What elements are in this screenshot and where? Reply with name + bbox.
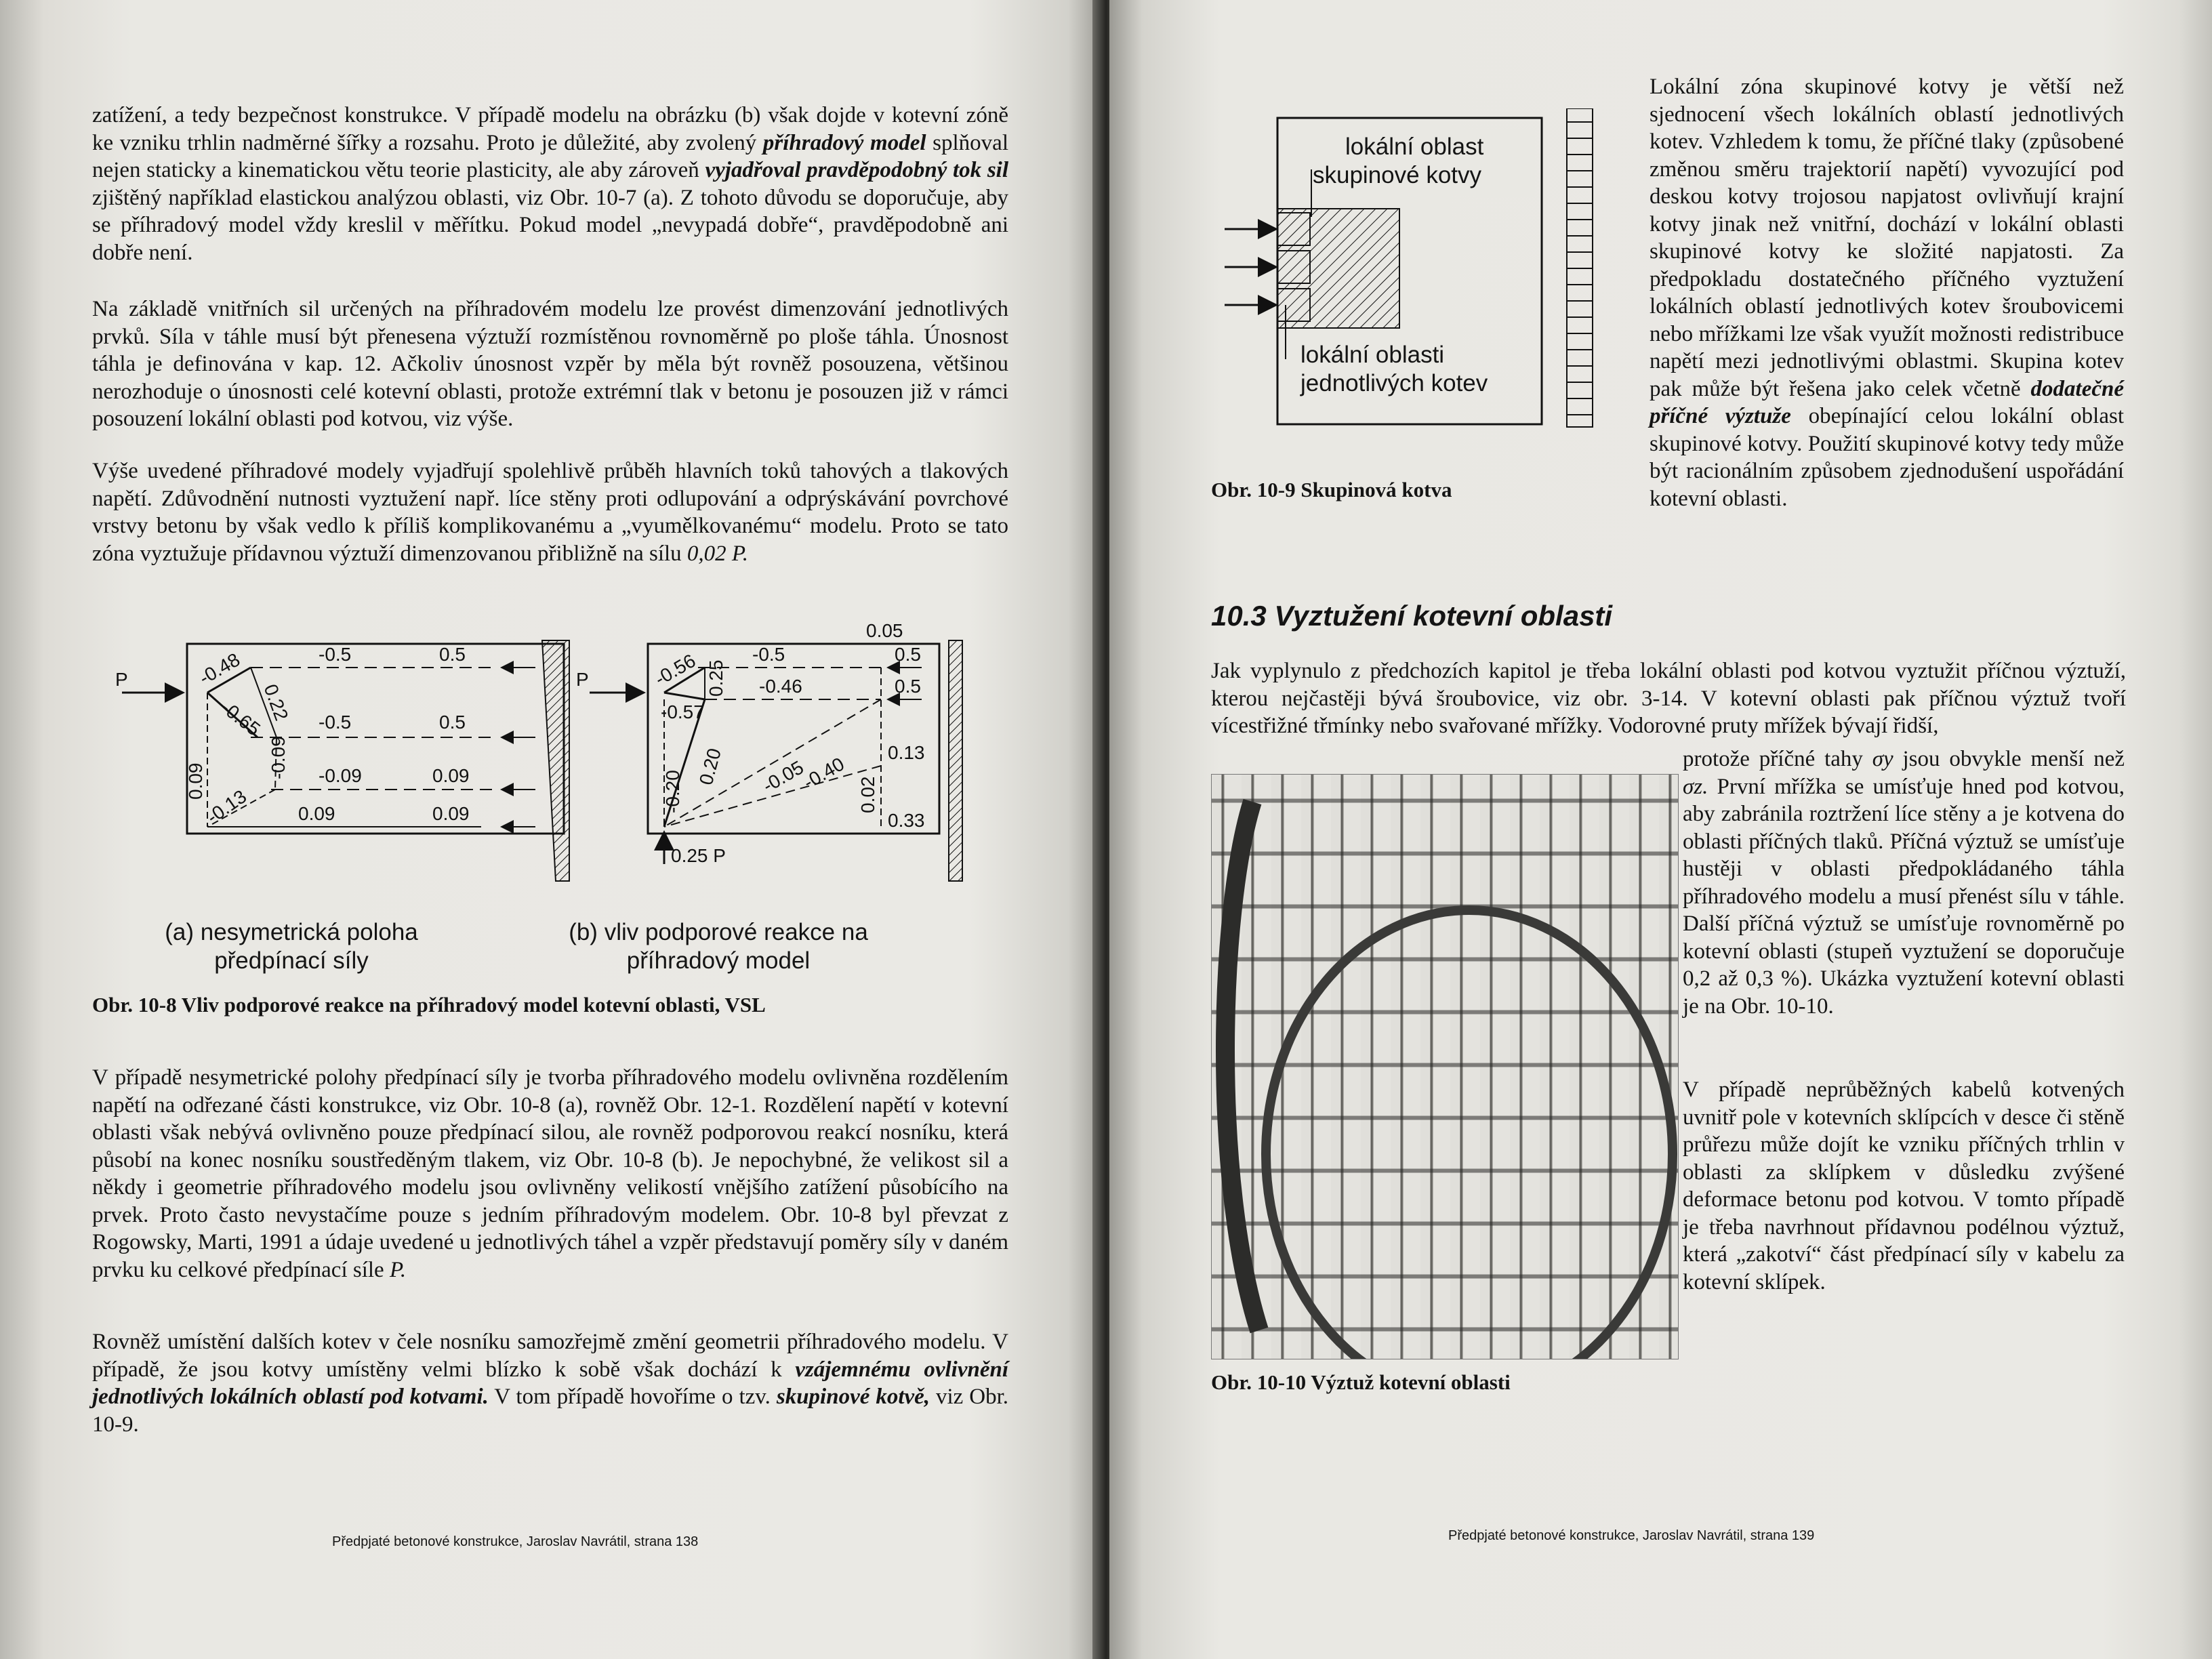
- fig9-label-local: lokální oblasti jednotlivých kotev: [1300, 342, 1488, 396]
- fig9-label-group: lokální oblast skupinové kotvy: [1313, 134, 1484, 188]
- fig-a-diag-009: -0.09: [268, 736, 289, 779]
- section-heading: 10.3 Vyztužení kotevní oblasti: [1211, 600, 1613, 632]
- fig-b-d040: -0.40: [800, 753, 848, 794]
- right-column-text: Lokální zóna skupinové kotvy je větší než sjednocení všech lokálních oblastí jednotlivých kotev. Vzhledem k tomu, že příčné tlaky (způsobené změnou směru trajektorií napětí) vyvozující pod deskou kotvy trojosou napjatost ovlivňují krajní kotvy jinak než vnitřní, dochází v lokální oblasti skupinové kotvy ke složité napjatosti. Za předpokladu dostatečného příčného vyztužení lokálních oblastí jednotlivých kotev šroubovicemi nebo mřížkami lze však využít možnosti redistribuce napětí mezi jednotlivými oblastmi. Skupina kotev pak může být řešena jako celek včetně dodatečné příčné výztuže obepínající celou lokální oblast skupinové kotvy. Použití skupinové kotvy tedy může být racionálním způsobem zjednodušení uspořádání kotevní oblasti.: [1650, 75, 2124, 511]
- fig-b-top005: 0.05: [866, 623, 903, 641]
- right-footer: Předpjaté betonové konstrukce, Jaroslav Navrátil, strana 139: [1448, 1528, 1815, 1543]
- section-paragraph: Jak vyplynulo z předchozích kapitol je třeba lokální oblasti pod kotvou vyztužit příčnou výztuží, kterou nejčastěji bývá šroubovice, viz obr. 3-14. V kotevní oblasti pak příčnou výztuž tvoří vícestřižné třmínky nebo svařované mřížky. Vodorovné pruty mřížek bývají řidší,: [1211, 659, 2126, 738]
- fig-a-mid-tie: -0.5: [319, 712, 352, 733]
- fig-b-diag-057: -0.57: [661, 701, 704, 722]
- fig-b-v025: 0.25: [705, 659, 726, 697]
- fig-a-low-tie: -0.09: [319, 765, 362, 786]
- fig-a-r1: 0.5: [439, 644, 466, 665]
- fig-a-caption: (a) nesymetrická poloha předpínací síly: [165, 919, 418, 974]
- fig-b-caption: (b) vliv podporové reakce na příhradový model: [569, 919, 868, 974]
- paragraph-5: Rovněž umístění dalších kotev v čele nosníku samozřejmě změní geometrii příhradového modelu. V případě, že jsou kotvy umístěny velmi blízko k sobě však dochází k vzájemnému ovlivnění jednotlivých lokálních oblastí pod kotvami. V tom případě hovoříme o tzv. skupinové kotvě, viz Obr. 10-9.: [92, 1330, 1009, 1437]
- figure-10-9-caption: Obr. 10-9 Skupinová kotva: [1211, 478, 1452, 501]
- fig-b-r3: 0.13: [888, 742, 925, 763]
- fig-b-v020a: -0.20: [662, 770, 683, 813]
- paragraph-4: V případě nesymetrické polohy předpínací síly je tvorba příhradového modelu ovlivněna rozdělením napětí na odřezané části konstrukce, viz Obr. 10-8 (a), rovněž Obr. 12-1. Rozdělení napětí v kotevní oblasti však nebývá ovlivněno pouze předpínací silou, ale rovněž podporovou reakcí nosníku, která působí na konec nosníku soustředěným tlakem, viz Obr. 10-8 (b). Je nepochybné, že velikost sil a někdy i geometrie příhradového modelu jsou ovlivněny velikostí vnějšího zatížení působícího na prvek. Proto často nevystačíme pouze s jedním příhradovým modelem. Obr. 10-8 byl převzat z Rogowsky, Marti, 1991 a údaje uvedené u jednotlivých táhel a vzpěr představují poměry síly v daném prvku ku celkové předpínací síle P.: [92, 1065, 1008, 1282]
- fig-a-r4: 0.09: [432, 803, 470, 824]
- fig-a-diag-022: 0.22: [260, 681, 293, 724]
- paragraph-3: Výše uvedené příhradové modely vyjadřují spolehlivě průběh hlavních toků tahových a tlakových napětí. Zdůvodnění nutnosti vyztužení např. líce stěny proti odlupování a odprýskávání povrchové vrstvy betonu by však vedlo k příliš komplikovanému a „vyumělkovanému“ modelu. Proto se tato zóna vyztužuje přídavnou výztuží dimenzovanou přibližně na sílu 0,02 P.: [92, 459, 1008, 566]
- fig-a-diag-013: -0.13: [203, 785, 251, 828]
- right-page: [1109, 0, 2212, 1659]
- figure-10-8-caption: Obr. 10-8 Vliv podporové reakce na příhradový model kotevní oblasti, VSL: [92, 993, 766, 1017]
- side-paragraph-1: protože příčné tahy σy jsou obvykle menší než σz. První mřížka se umísťuje hned pod kotvou, aby zabránila roztržení líce stěny a je kotvena do oblasti příčných tlaků. Příčná výztuž se umísťuje hustěji v oblasti předpokládaného táhla příhradového modelu a musí přenést sílu v táhle. Další příčná výztuž se umísťuje rovnoměrně po kotevní oblasti (stupeň vyztužení se doporučuje 0,2 až 0,3 %). Ukázka vyztužení kotevní oblasti je na Obr. 10-10.: [1683, 747, 2125, 1019]
- left-footer: Předpjaté betonové konstrukce, Jaroslav Navrátil, strana 138: [332, 1534, 699, 1549]
- side-paragraph-2: V případě neprůběžných kabelů kotvených uvnitř pole v kotevních sklípcích v desce či stěně průřezu může dojít ke vzniku příčných trhlin v oblasti za sklípkem v důsledku zvýšené deformace betonu pod kotvou. V tomto případě je třeba navrhnout přídavnou podélnou výztuž, která „zakotví“ část předpínací síly v kabelu za kotevní sklípek.: [1683, 1078, 2125, 1294]
- left-page: [0, 0, 1101, 1659]
- fig-a-diag-048: -0.48: [195, 649, 244, 689]
- fig-b-diag-056: -0.56: [651, 649, 699, 690]
- fig-a-P: P: [115, 669, 128, 690]
- paragraph-2: Na základě vnitřních sil určených na příhradovém modelu lze provést dimenzování jednotlivých prvků. Síla v táhle musí být přenesena výztuží rozmístěnou rovnoměrně po ploše táhla. Únosnost táhla je definována v kap. 12. Ačkoliv únosnost vzpěr by měla být rovněž posouzena, většinou nerozhoduje o únosnosti celé kotevní oblasti, protože extrémní tlak v betonu je posouzen již v rámci posouzení lokální oblasti pod kotvou, viz výše.: [92, 297, 1008, 431]
- figure-a: [115, 630, 569, 881]
- figure-10-10-caption: Obr. 10-10 Výztuž kotevní oblasti: [1211, 1370, 1511, 1394]
- fig-b-r2: 0.5: [895, 676, 921, 697]
- reinforcement-photo: [1211, 774, 1679, 1359]
- fig-a-top-tie: -0.5: [319, 644, 352, 665]
- fig-b-P: P: [576, 669, 589, 690]
- fig-b-r4: 0.33: [888, 810, 925, 831]
- fig-a-r2: 0.5: [439, 712, 466, 733]
- fig-a-diag-065: -0.65: [217, 696, 264, 740]
- fig-a-bottom: 0.09: [298, 803, 335, 824]
- paragraph-1: zatížení, a tedy bezpečnost konstrukce. V případě modelu na obrázku (b) však dojde v kotevní zóně ke vzniku trhlin nadměrné šířky a rozsahu. Proto je důležité, aby zvolený příhradový model splňoval nejen staticky a kinematickou větu teorie plasticity, ale aby zároveň vyjadřoval pravděpodobný tok sil zjištěný například elastickou analýzou oblasti, viz Obr. 10-7 (a). Z tohoto důvodu se doporučuje, aby se příhradový model vždy kreslil v měřítku. Pokud model „nevypadá dobře“, pravděpodobně ani dobře není.: [92, 103, 1009, 265]
- fig-a-r3: 0.09: [432, 765, 470, 786]
- fig-b-r1: 0.5: [895, 644, 921, 665]
- fig-b-mid-tie: -0.46: [759, 676, 802, 697]
- fig-b-top-tie: -0.5: [752, 644, 785, 665]
- figure-b: [576, 623, 962, 881]
- fig-b-v020b: 0.20: [695, 745, 725, 787]
- fig-a-left-009: 0.09: [185, 762, 206, 800]
- fig-b-d005: -0.05: [759, 756, 807, 797]
- fig-b-v002: 0.02: [857, 776, 878, 813]
- fig-b-reaction: 0.25 P: [671, 845, 726, 866]
